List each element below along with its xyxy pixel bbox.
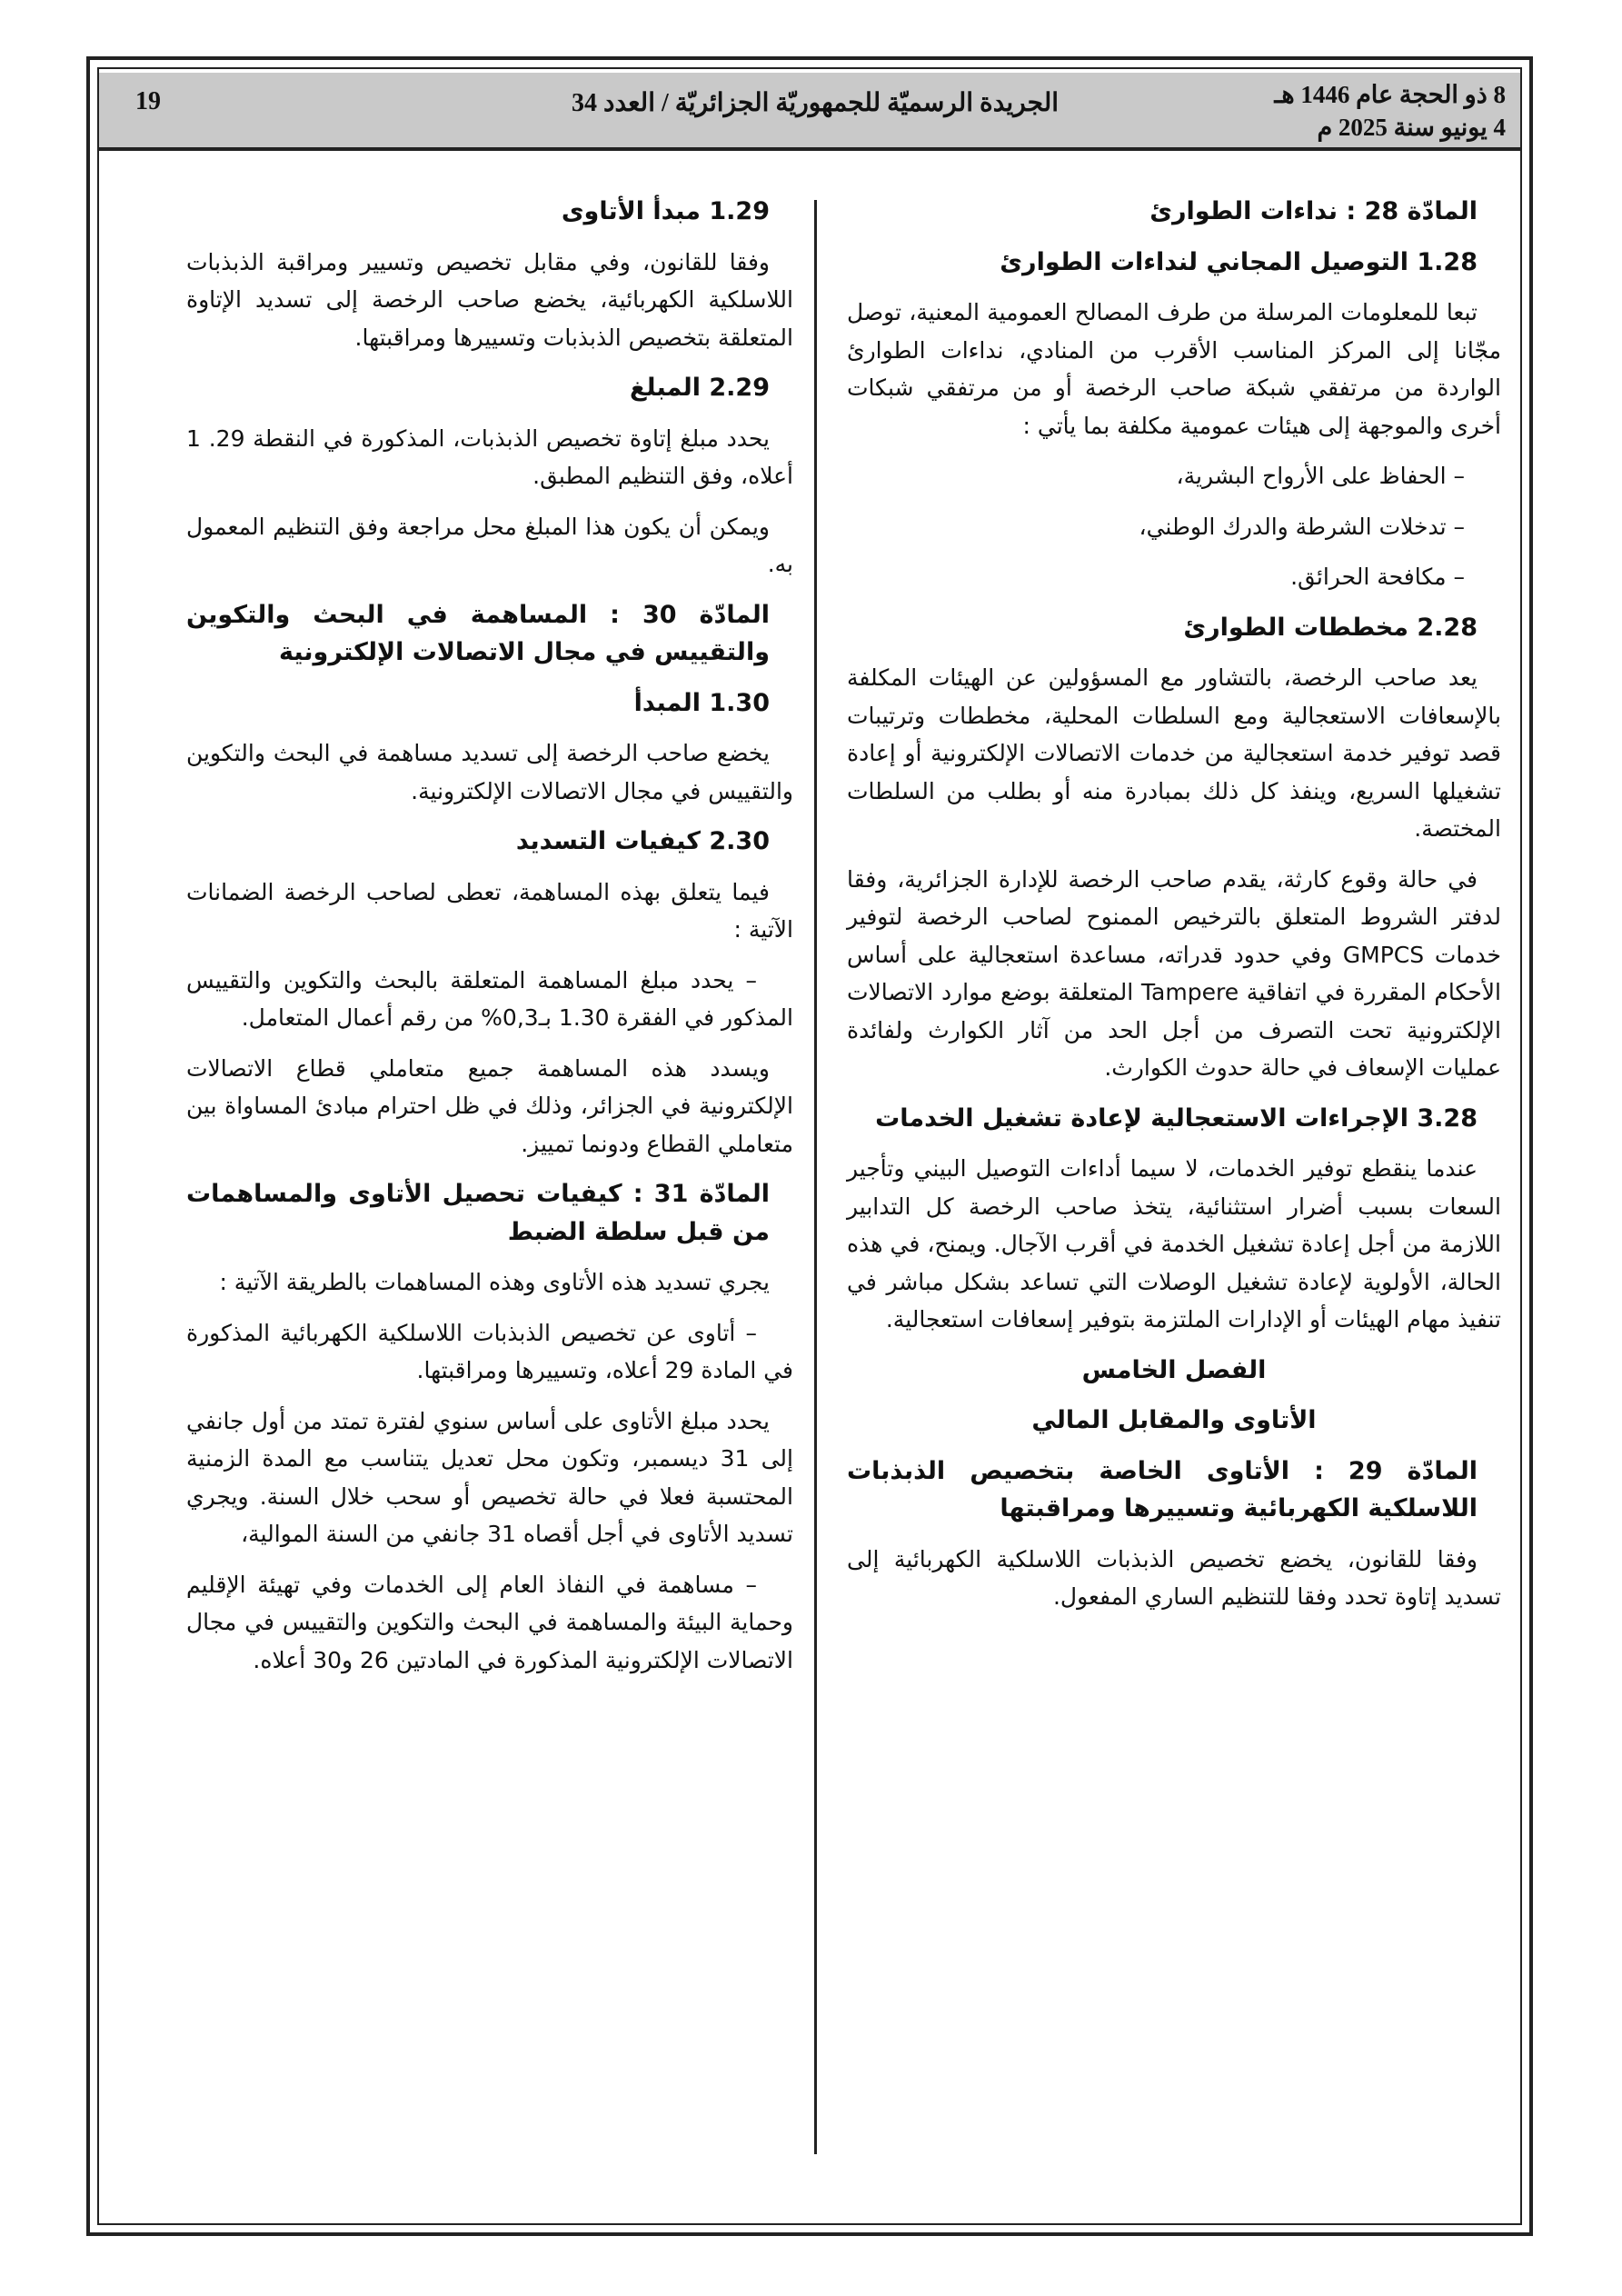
chapter-heading: الفصل الخامس (1081, 1355, 1267, 1384)
right-column (847, 193, 1501, 1629)
paragraph: يعد صاحب الرخصة، بالتشاور مع المسؤولين عن الهيئات المكلفة بالإسعافات الاستعجالية ومع السلطات المحلية، مخططات وترتيبات قصد توفير خدمة استعجالية من خدمات الاتصالات الإلكترونية أو إعادة تشغيلها السريع، وينفذ كل ذلك بمبادرة منه أو بطلب من السلطات المختصة. (847, 664, 1501, 842)
list-item: – يحدد مبلغ المساهمة المتعلقة بالبحث والتكوين والتقييس المذكور في الفقرة 1.30 بـ0,3% من رقم أعمال المتعامل. (186, 966, 793, 1031)
paragraph: في حالة وقوع كارثة، يقدم صاحب الرخصة للإدارة الجزائرية، وفقا لدفتر الشروط المتعلق بالترخيص الممنوح لصاحب الرخصة لتوفير خدمات GMPCS وفي حدود قدراته، مساعدة استعجالية على أساس الأحكام المقررة في اتفاقية Tampere المتعلقة بوضع موارد الاتصالات الإلكترونية تحت التصرف من أجل الحد من آثار الكوارث ولفائدة عمليات الإسعاف في حالة حدوث الكوارث. (847, 865, 1501, 1081)
paragraph: وفقا للقانون، يخضع تخصيص الذبذبات اللاسلكية الكهربائية إلى تسديد إتاوة تحدد وفقا للتنظيم الساري المفعول. (847, 1545, 1501, 1610)
list-item: – الحفاظ على الأرواح البشرية، (1176, 463, 1465, 489)
column-divider (814, 200, 817, 2154)
section-heading: 2.29 المبلغ (629, 374, 770, 402)
issue-date (1274, 78, 1506, 144)
section-heading: 1.28 التوصيل المجاني لنداءات الطوارئ (1000, 247, 1478, 276)
list-item: – مساهمة في النفاذ العام إلى الخدمات وفي تهيئة الإقليم وحماية البيئة والمساهمة في البحث والتكوين والتقييس في مجال الاتصالات الإلكترونية المذكورة في المادتين 26 و30 أعلاه. (186, 1571, 793, 1673)
section-heading: 2.30 كيفيات التسديد (515, 827, 770, 855)
date-hijri: 8 ذو الحجة عام 1446 هـ (1274, 81, 1506, 108)
paragraph: ويسدد هذه المساهمة جميع متعاملي قطاع الاتصالات الإلكترونية في الجزائر، وذلك في ظل احترام مبادئ المساواة بين متعاملي القطاع ودونما تمييز. (186, 1054, 793, 1157)
paragraph: وفقا للقانون، وفي مقابل تخصيص وتسيير ومراقبة الذبذبات اللاسلكية الكهربائية، يخضع صاحب الرخصة إلى تسديد الإتاوة المتعلقة بتخصيص الذبذبات وتسييرها ومراقبتها. (186, 248, 793, 351)
chapter-heading: الأتاوى والمقابل المالي (1031, 1406, 1317, 1434)
date-gregorian: 4 يونيو سنة 2025 م (1317, 114, 1506, 141)
section-heading: 3.28 الإجراءات الاستعجالية لإعادة تشغيل الخدمات (875, 1103, 1478, 1133)
section-heading: المادّة 31 : كيفيات تحصيل الأتاوى والمساهمات من قبل سلطة الضبط (186, 1180, 770, 1246)
section-heading: 2.28 مخططات الطوارئ (1183, 613, 1478, 642)
paragraph: فيما يتعلق بهذه المساهمة، تعطى لصاحب الرخصة الضمانات الآتية : (186, 878, 793, 943)
paragraph: تبعا للمعلومات المرسلة من طرف المصالح العمومية المعنية، توصل مجّانا إلى المركز المناسب الأقرب من المنادي، نداءات الطوارئ الواردة من مرتفقي شبكة صاحب الرخصة أو من مرتفقي شبكات أخرى والموجهة إلى هيئات عمومية مكلفة بما يأتي : (847, 299, 1501, 439)
section-heading: المادّة 28 : نداءات الطوارئ (1149, 197, 1478, 225)
section-heading: 1.29 مبدأ الأتاوى (561, 197, 770, 225)
paragraph: يخضع صاحب الرخصة إلى تسديد مساهمة في البحث والتكوين والتقييس في مجال الاتصالات الإلكترونية. (186, 740, 793, 804)
paragraph: عندما ينقطع توفير الخدمات، لا سيما أداءات التوصيل البيني وتأجير السعات بسبب أضرار استثنائية، يتخذ صاحب الرخصة كل التدابير اللازمة من أجل إعادة تشغيل الخدمة في أقرب الآجال. ويمنح، في هذه الحالة، الأولوية لإعادة تشغيل الوصلات التي تساعد بشكل مباشر في تنفيذ مهام الهيئات أو الإدارات الملتزمة بتوفير إسعافات استعجالية. (847, 1155, 1501, 1333)
paragraph: يحدد مبلغ الأتاوى على أساس سنوي لفترة تمتد من أول جانفي إلى 31 ديسمبر، وتكون محل تعديل يتناسب مع المدة الزمنية المحتسبة فعلا في حالة تخصيص أو سحب خلال السنة. ويجري تسديد الأتاوى في أجل أقصاه 31 جانفي من السنة الموالية، (186, 1407, 793, 1547)
section-heading: المادّة 29 : الأتاوى الخاصة بتخصيص الذبذبات اللاسلكية الكهربائية وتسييرها ومراقبتها (847, 1456, 1478, 1522)
list-item: – تدخلات الشرطة والدرك الوطني، (1139, 513, 1465, 540)
paragraph: ويمكن أن يكون هذا المبلغ محل مراجعة وفق التنظيم المعمول به. (186, 513, 793, 577)
list-item: – أتاوى عن تخصيص الذبذبات اللاسلكية الكهربائية المذكورة في المادة 29 أعلاه، وتسييرها ومراقبتها. (186, 1319, 793, 1383)
page-number: 19 (135, 87, 161, 115)
paragraph: يحدد مبلغ إتاوة تخصيص الذبذبات، المذكورة في النقطة 29. 1 أعلاه، وفق التنظيم المطبق. (186, 424, 793, 489)
left-column (186, 193, 793, 1692)
section-heading: 1.30 المبدأ (633, 688, 770, 717)
list-item: – مكافحة الحرائق. (1290, 564, 1465, 590)
section-heading: المادّة 30 : المساهمة في البحث والتكوين والتقييس في مجال الاتصالات الإلكترونية (186, 600, 770, 666)
paragraph: يجري تسديد هذه الأتاوى وهذه المساهمات بالطريقة الآتية : (219, 1269, 770, 1295)
gazette-header (99, 73, 1520, 151)
gazette-title: الجريدة الرسميّة للجمهوريّة الجزائريّة / العدد 34 (572, 89, 1060, 117)
